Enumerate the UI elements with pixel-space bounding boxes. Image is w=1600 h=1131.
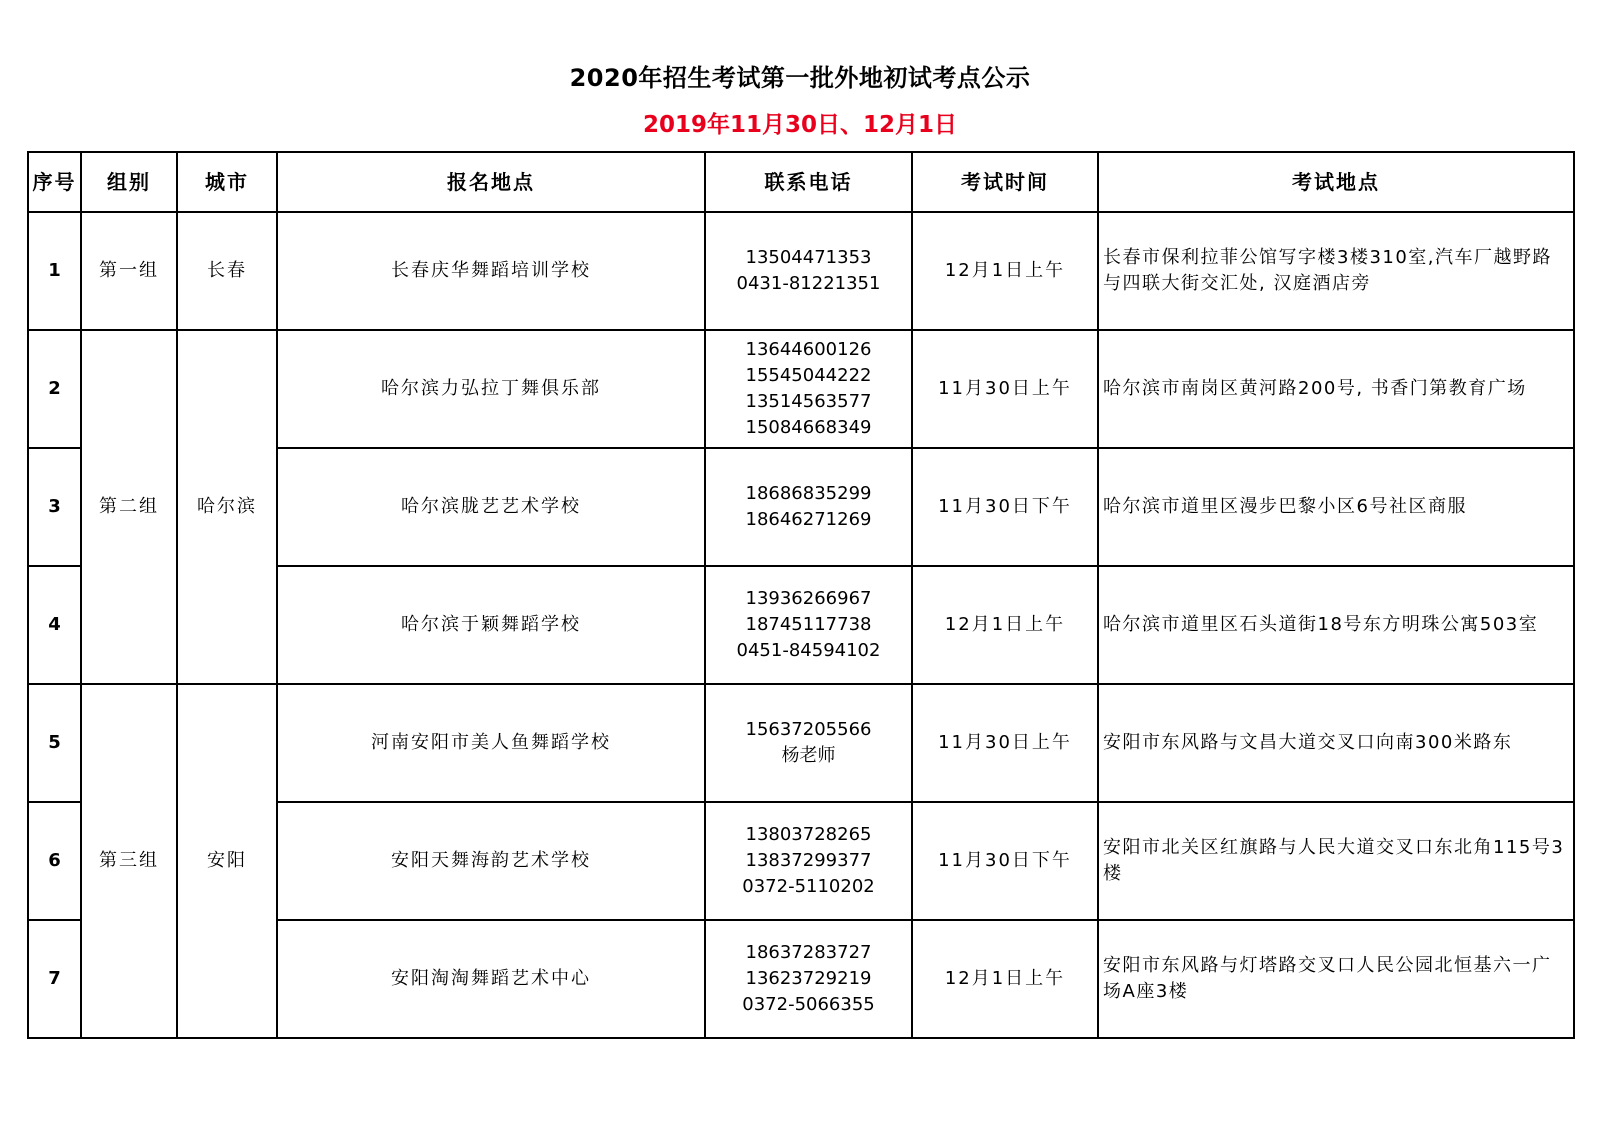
- table-row: [28, 212, 1574, 330]
- header-city: 城市: [177, 152, 277, 212]
- phone-line: 13936266967: [745, 588, 872, 609]
- header-exam-time: 考试时间: [912, 152, 1098, 212]
- phone-line: 13623729219: [745, 968, 872, 989]
- row-group: 第二组: [81, 330, 177, 684]
- row-exam-location: 长春市保利拉菲公馆写字楼3楼310室,汽车厂越野路与四联大街交汇处, 汉庭酒店旁: [1098, 212, 1574, 330]
- row-exam-time: 11月30日下午: [912, 802, 1098, 920]
- row-venue: 安阳天舞海韵艺术学校: [277, 802, 705, 920]
- row-no: 7: [28, 920, 81, 1038]
- row-group: 第一组: [81, 212, 177, 330]
- page-title: 2020年招生考试第一批外地初试考点公示: [569, 64, 1031, 92]
- phone-line: 13837299377: [745, 850, 872, 871]
- row-city: 哈尔滨: [177, 330, 277, 684]
- row-no: 5: [28, 684, 81, 802]
- header-group: 组别: [81, 152, 177, 212]
- exam-sites-table: [27, 151, 1575, 1039]
- row-exam-time: 11月30日上午: [912, 330, 1098, 448]
- row-exam-time: 12月1日上午: [912, 566, 1098, 684]
- row-phones: [705, 448, 912, 566]
- row-no: 6: [28, 802, 81, 920]
- row-no: 2: [28, 330, 81, 448]
- phone-line: 18745117738: [745, 614, 872, 635]
- row-venue: 哈尔滨力弘拉丁舞俱乐部: [277, 330, 705, 448]
- phone-line: 13803728265: [745, 824, 872, 845]
- header-exam-location: 考试地点: [1098, 152, 1574, 212]
- row-exam-location: 哈尔滨市南岗区黄河路200号, 书香门第教育广场: [1098, 330, 1574, 448]
- phone-line: 15637205566: [745, 719, 872, 740]
- row-venue: 长春庆华舞蹈培训学校: [277, 212, 705, 330]
- row-phones: [705, 802, 912, 920]
- row-exam-location: 哈尔滨市道里区漫步巴黎小区6号社区商服: [1098, 448, 1574, 566]
- row-city: 安阳: [177, 684, 277, 1038]
- phone-line: 18686835299: [745, 483, 872, 504]
- header-phone: 联系电话: [705, 152, 912, 212]
- row-exam-time: 11月30日下午: [912, 448, 1098, 566]
- table-header-row: [28, 152, 1574, 212]
- row-no: 4: [28, 566, 81, 684]
- row-venue: 安阳淘淘舞蹈艺术中心: [277, 920, 705, 1038]
- header-no: 序号: [28, 152, 81, 212]
- phone-line: 13504471353: [745, 247, 872, 268]
- phone-line: 0451-84594102: [736, 640, 881, 661]
- phone-line: 15084668349: [745, 417, 872, 438]
- phone-line: 0372-5110202: [742, 876, 875, 897]
- table-row: [28, 330, 1574, 448]
- row-phones: [705, 920, 912, 1038]
- phone-line: 13514563577: [745, 391, 872, 412]
- row-exam-location: 哈尔滨市道里区石头道街18号东方明珠公寓503室: [1098, 566, 1574, 684]
- phone-line: 0431-81221351: [736, 273, 881, 294]
- row-exam-time: 11月30日上午: [912, 684, 1098, 802]
- row-no: 1: [28, 212, 81, 330]
- contact-name: 杨老师: [781, 745, 836, 766]
- table-row: [28, 684, 1574, 802]
- row-phones: [705, 566, 912, 684]
- row-exam-time: 12月1日上午: [912, 212, 1098, 330]
- phone-line: 18637283727: [745, 942, 872, 963]
- phone-line: 13644600126: [745, 339, 872, 360]
- phone-line: 18646271269: [745, 509, 872, 530]
- row-exam-time: 12月1日上午: [912, 920, 1098, 1038]
- header-venue: 报名地点: [277, 152, 705, 212]
- row-city: 长春: [177, 212, 277, 330]
- row-venue: 河南安阳市美人鱼舞蹈学校: [277, 684, 705, 802]
- row-exam-location: 安阳市东风路与灯塔路交叉口人民公园北恒基六一广场A座3楼: [1098, 920, 1574, 1038]
- phone-line: 15545044222: [745, 365, 872, 386]
- row-exam-location: 安阳市北关区红旗路与人民大道交叉口东北角115号3楼: [1098, 802, 1574, 920]
- row-exam-location: 安阳市东风路与文昌大道交叉口向南300米路东: [1098, 684, 1574, 802]
- page-subtitle-date: 2019年11月30日、12月1日: [642, 112, 958, 138]
- phone-line: 0372-5066355: [742, 994, 875, 1015]
- row-phones: [705, 212, 912, 330]
- row-venue: 哈尔滨胧艺艺术学校: [277, 448, 705, 566]
- row-phones: [705, 684, 912, 802]
- row-no: 3: [28, 448, 81, 566]
- row-venue: 哈尔滨于颖舞蹈学校: [277, 566, 705, 684]
- row-phones: [705, 330, 912, 448]
- row-group: 第三组: [81, 684, 177, 1038]
